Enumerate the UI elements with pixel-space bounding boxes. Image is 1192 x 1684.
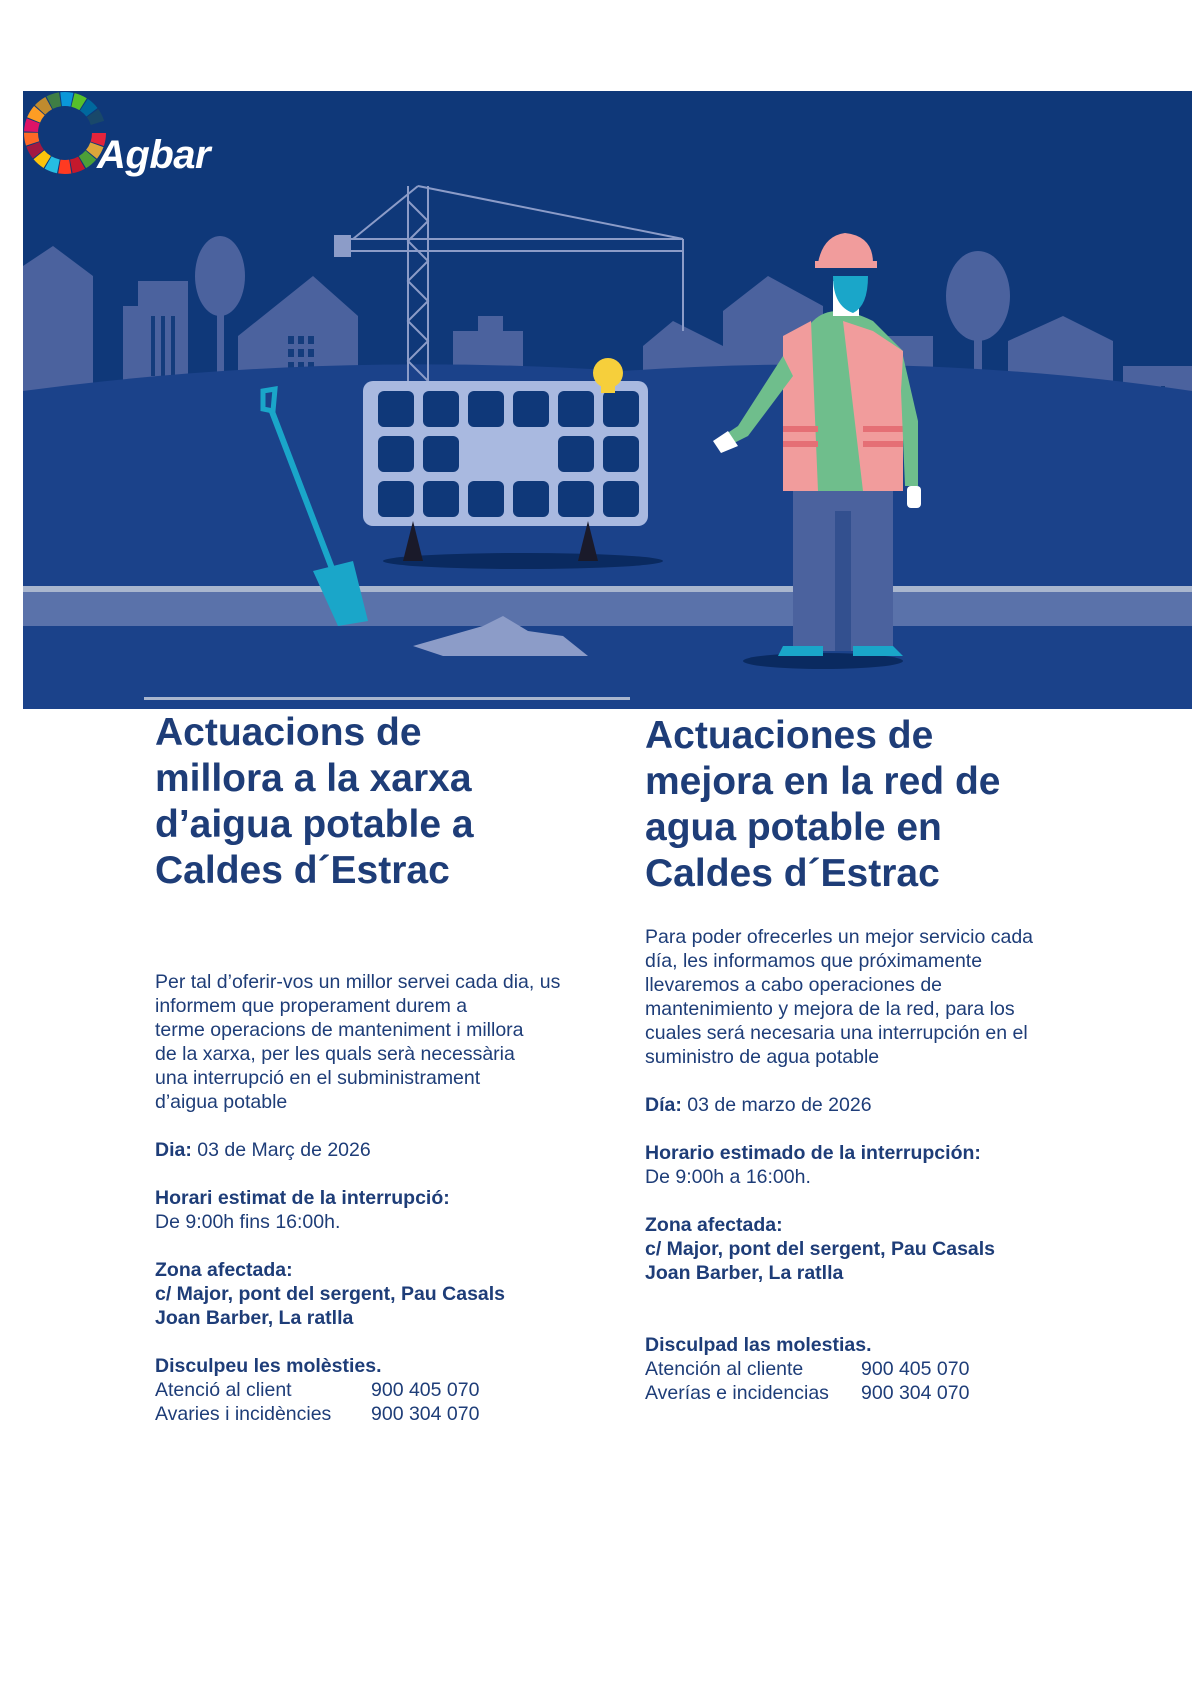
phone-number: 900 304 070 bbox=[861, 1382, 970, 1404]
catalan-hours-label: Horari estimat de la interrupció: bbox=[155, 1187, 450, 1209]
spanish-date: Día: 03 de marzo de 2026 bbox=[645, 1094, 872, 1116]
phone-number: 900 405 070 bbox=[861, 1358, 970, 1380]
sdg-wheel-icon bbox=[23, 91, 107, 175]
spanish-contact-faults: Averías e incidencias 900 304 070 bbox=[645, 1382, 970, 1404]
catalan-zone-value: c/ Major, pont del sergent, Pau Casals Joan Barber, La ratlla bbox=[155, 1283, 506, 1329]
catalan-zone-label: Zona afectada: bbox=[155, 1259, 293, 1281]
spanish-apology: Disculpad las molestias. bbox=[645, 1334, 872, 1356]
catalan-date: Dia: 03 de Març de 2026 bbox=[155, 1139, 371, 1161]
phone-number: 900 405 070 bbox=[371, 1379, 480, 1401]
phone-number: 900 304 070 bbox=[371, 1403, 480, 1425]
catalan-apology: Disculpeu les molèsties. bbox=[155, 1355, 382, 1377]
construction-scene bbox=[23, 91, 1192, 709]
catalan-title: Actuacions de millora a la xarxa d’aigua potable a Caldes d´Estrac bbox=[155, 711, 474, 892]
spanish-title: Actuaciones de mejora en la red de agua potable en Caldes d´Estrac bbox=[645, 714, 1001, 895]
spanish-hours-label: Horario estimado de la interrupción: bbox=[645, 1142, 981, 1164]
spanish-body bbox=[645, 925, 1115, 1405]
spanish-intro: Para poder ofrecerles un mejor servicio cada día, les informamos que próximamente llevaremos a cabo operaciones de mantenimiento y mejora de la red, para los cuales será necesaria una interrupción en el suministro de agua potable bbox=[645, 926, 1034, 1068]
spanish-zone-value: c/ Major, pont del sergent, Pau Casals Joan Barber, La ratlla bbox=[645, 1238, 996, 1284]
catalan-contact-customer: Atenció al client 900 405 070 bbox=[155, 1379, 480, 1401]
catalan-contact-faults: Avaries i incidències 900 304 070 bbox=[155, 1403, 480, 1425]
spanish-hours-value: De 9:00h a 16:00h. bbox=[645, 1166, 811, 1188]
catalan-body bbox=[155, 970, 625, 1426]
catalan-intro: Per tal d’oferir-vos un millor servei cada dia, us informem que properament durem a terme operacions de manteniment i millora de la xarxa, per les quals serà necessària una interrupció en el subministrament d’aigua potable bbox=[155, 971, 561, 1113]
spanish-contact-customer: Atención al cliente 900 405 070 bbox=[645, 1358, 970, 1380]
hero-illustration bbox=[23, 91, 1192, 709]
divider-line bbox=[144, 697, 630, 700]
catalan-hours-value: De 9:00h fins 16:00h. bbox=[155, 1211, 341, 1233]
spanish-zone-label: Zona afectada: bbox=[645, 1214, 783, 1236]
agbar-logo: Agbar bbox=[97, 133, 211, 177]
